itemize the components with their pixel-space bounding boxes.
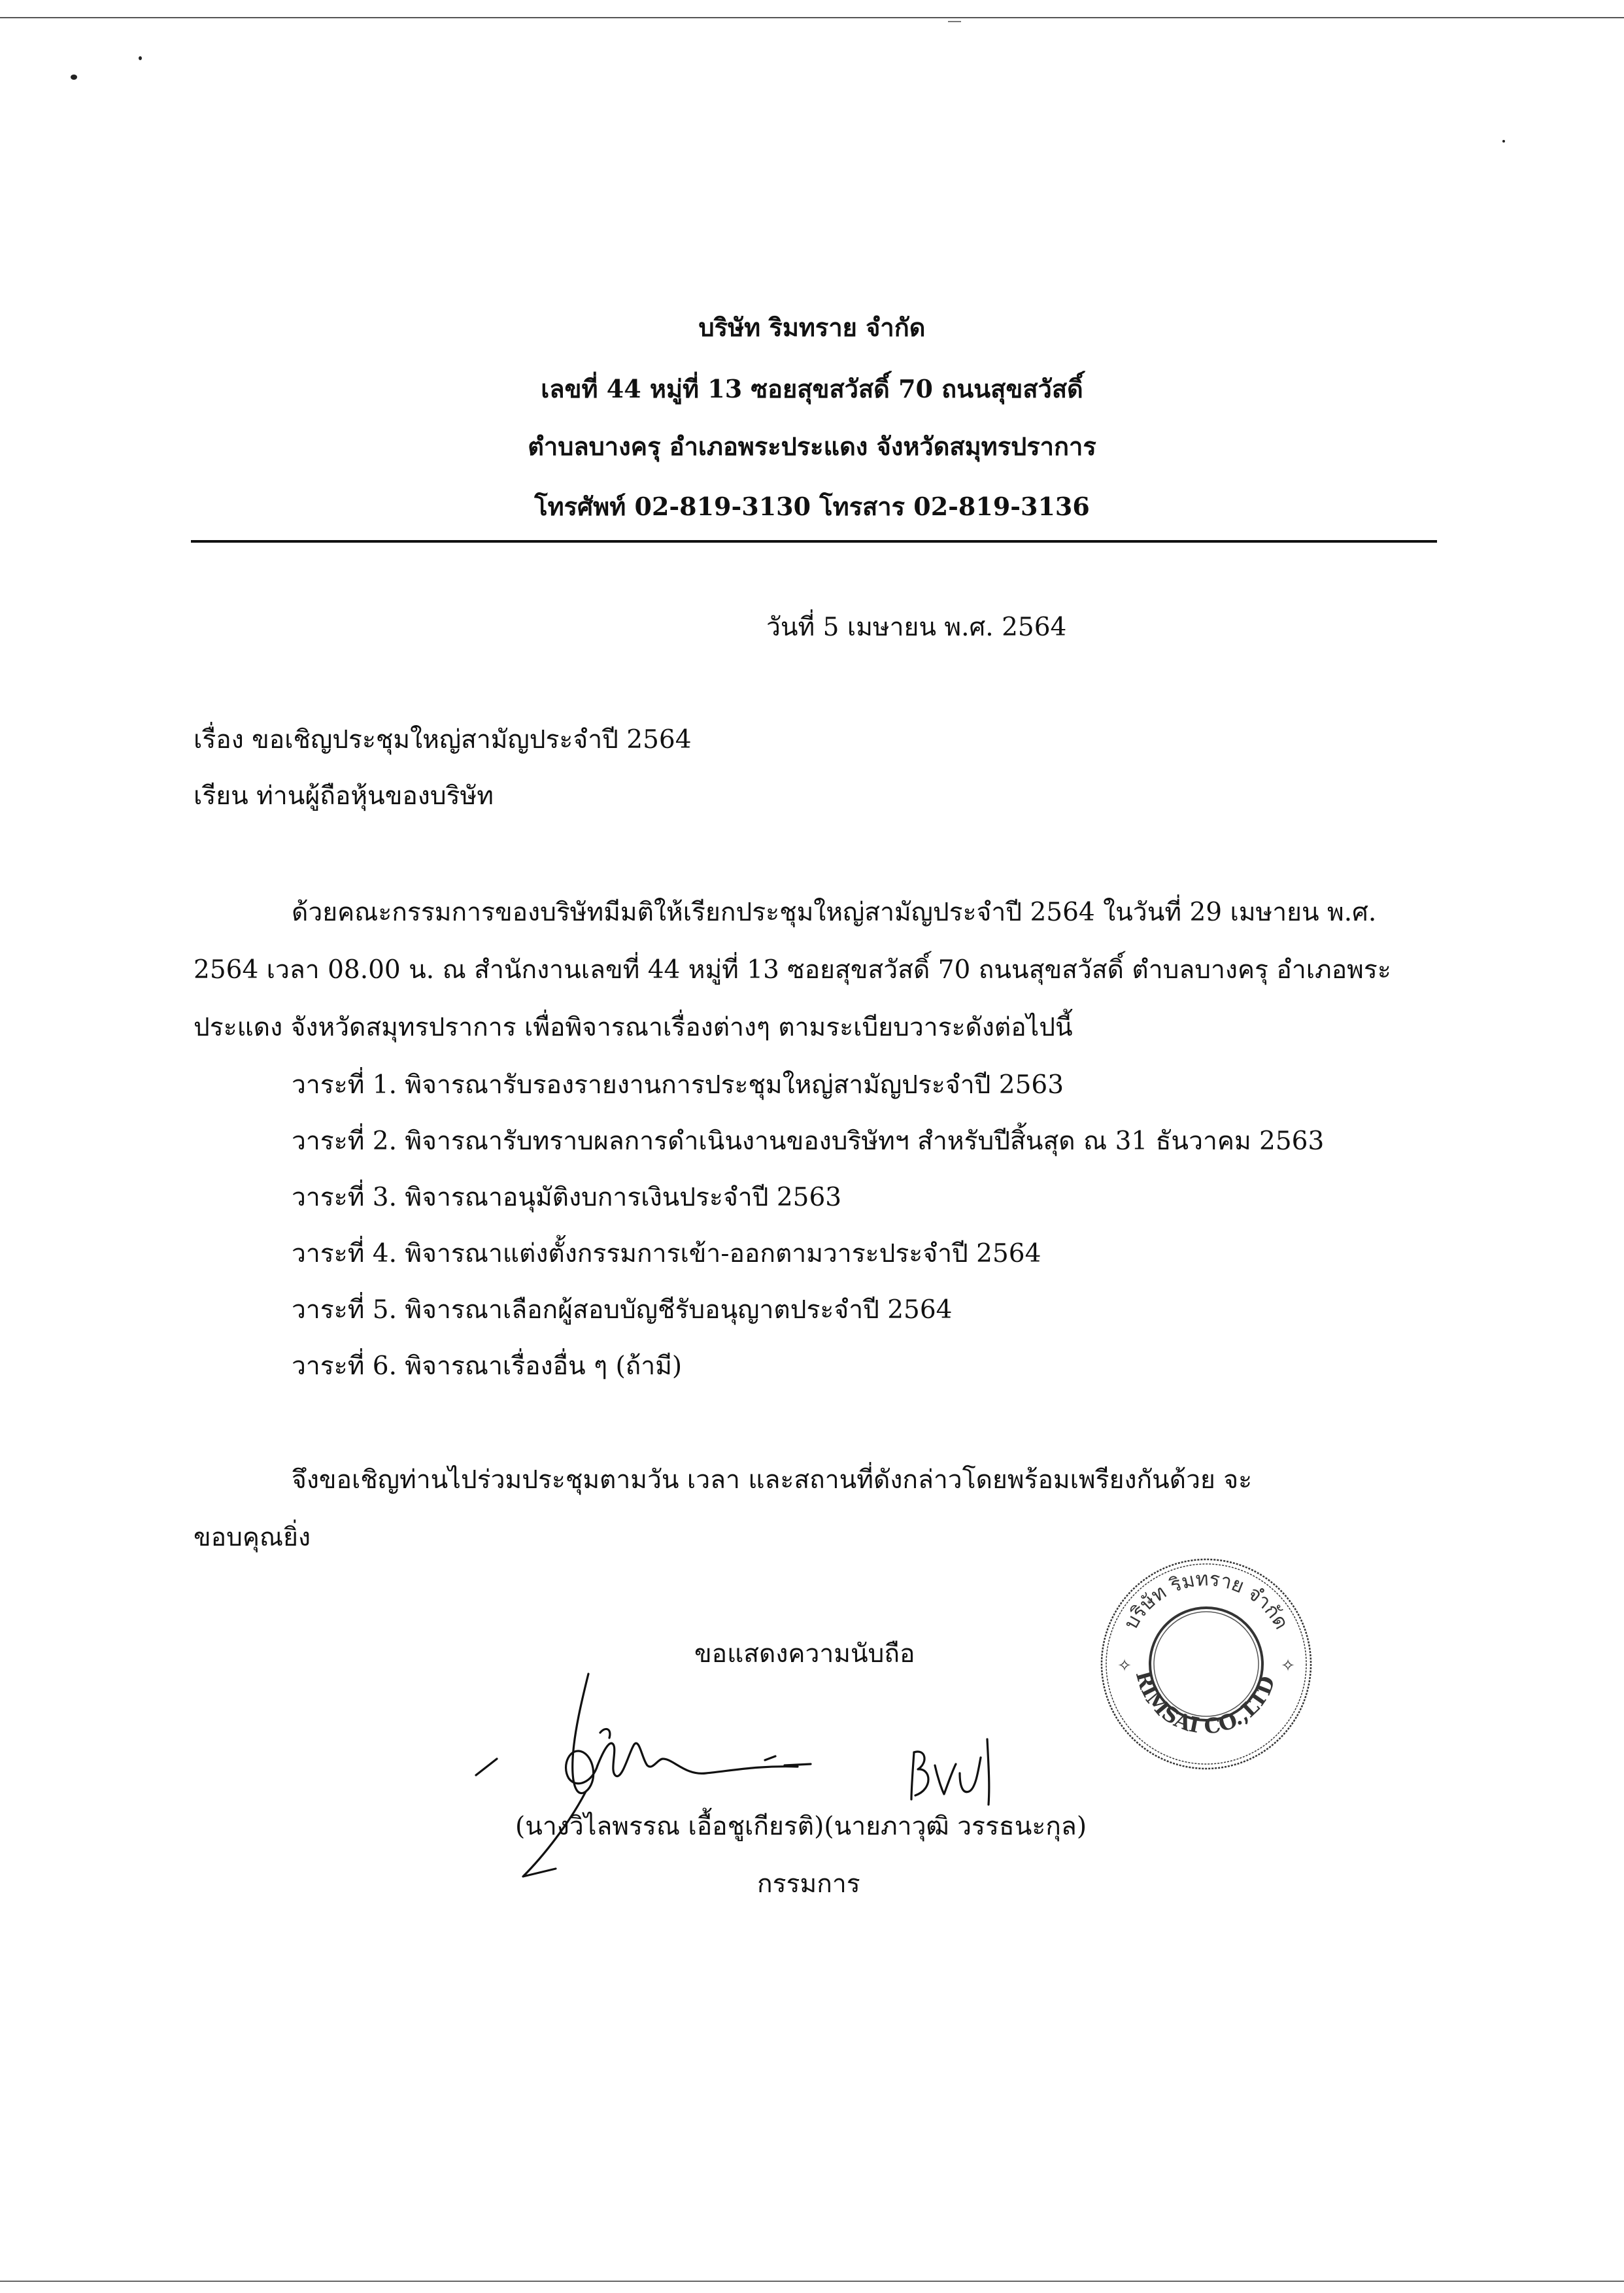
company-contact: โทรศัพท์ 02-819-3130 โทรสาร 02-819-3136 <box>534 492 1090 521</box>
letter-date: วันที่ 5 เมษายน พ.ศ. 2564 <box>766 613 1067 642</box>
scan-top-mark <box>948 21 961 22</box>
stamp-text-bottom: RIMSAI CO.,LTD <box>1130 1668 1280 1739</box>
agenda-item-2: วาระที่ 2. พิจารณารับทราบผลการดำเนินงานของบริษัทฯ สำหรับปีสิ้นสุด ณ 31 ธันวาคม 2563 <box>292 1127 1325 1156</box>
stamp-text-top: บริษัท ริมทราย จำกัด <box>1119 1567 1293 1634</box>
signatory-names: (นางวิไลพรรณ เอื้อชูเกียรติ)(นายภาวุฒิ วรรธนะกุล) <box>515 1812 1087 1841</box>
letter-subject: เรื่อง ขอเชิญประชุมใหญ่สามัญประจำปี 2564 <box>194 725 692 755</box>
body-line-3: ประแดง จังหวัดสมุทรปราการ เพื่อพิจารณาเรื่องต่างๆ ตามระเบียบวาระดังต่อไปนี้ <box>194 1013 1073 1042</box>
signatory-title: กรรมการ <box>757 1869 860 1899</box>
company-address-line-2: ตำบลบางครุ อำเภอพระประแดง จังหวัดสมุทรปราการ <box>528 432 1096 461</box>
agenda-item-3: วาระที่ 3. พิจารณาอนุมัติงบการเงินประจำปี 2563 <box>292 1183 842 1212</box>
agenda-item-6: วาระที่ 6. พิจารณาเรื่องอื่น ๆ (ถ้ามี) <box>292 1351 683 1381</box>
handwritten-signatures <box>458 1661 1033 1909</box>
stamp-star-right: ✧ <box>1281 1656 1295 1676</box>
scan-speck <box>71 75 77 80</box>
agenda-item-4: วาระที่ 4. พิจารณาแต่งตั้งกรรมการเข้า-ออกตามวาระประจำปี 2564 <box>292 1239 1041 1268</box>
agenda-item-5: วาระที่ 5. พิจารณาเลือกผู้สอบบัญชีรับอนุญาตประจำปี 2564 <box>292 1295 953 1325</box>
closing-line-1: จึงขอเชิญท่านไปร่วมประชุมตามวัน เวลา และสถานที่ดังกล่าวโดยพร้อมเพรียงกันด้วย จะ <box>292 1465 1253 1495</box>
scan-speck <box>1502 140 1505 143</box>
company-seal-stamp <box>1097 1555 1315 1773</box>
letterhead-rule <box>191 540 1437 543</box>
body-line-2: 2564 เวลา 08.00 น. ณ สำนักงานเลขที่ 44 หมู่ที่ 13 ซอยสุขสวัสดิ์ 70 ถนนสุขสวัสดิ์ ตำบลบางครุ อำเภอพระ <box>194 955 1391 985</box>
agenda-item-1: วาระที่ 1. พิจารณารับรองรายงานการประชุมใหญ่สามัญประจำปี 2563 <box>292 1070 1064 1100</box>
sign-off: ขอแสดงความนับถือ <box>694 1639 915 1669</box>
letter-salutation: เรียน ท่านผู้ถือหุ้นของบริษัท <box>194 781 494 811</box>
scan-bottom-edge <box>0 2281 1624 2282</box>
scan-speck <box>139 56 142 60</box>
closing-line-2: ขอบคุณยิ่ง <box>194 1523 311 1552</box>
stamp-star-left: ✧ <box>1117 1656 1132 1676</box>
company-name: บริษัท ริมทราย จำกัด <box>698 313 926 342</box>
company-address-line-1: เลขที่ 44 หมู่ที่ 13 ซอยสุขสวัสดิ์ 70 ถนนสุขสวัสดิ์ <box>541 374 1083 403</box>
body-line-1: ด้วยคณะกรรมการของบริษัทมีมติให้เรียกประชุมใหญ่สามัญประจำปี 2564 ในวันที่ 29 เมษายน พ.ศ. <box>292 898 1377 927</box>
scan-top-edge <box>0 17 1624 18</box>
